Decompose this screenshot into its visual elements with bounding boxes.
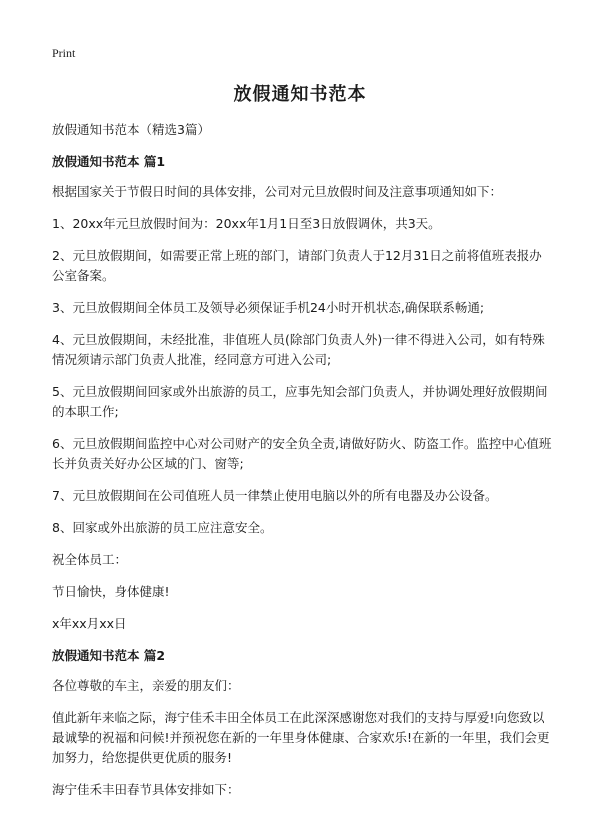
notice-item-1: 1、20xx年元旦放假时间为：20xx年1月1日至3日放假调休，共3天。 [52, 216, 441, 231]
notice-item-5: 5、元旦放假期间回家或外出旅游的员工，应事先知会部门负责人，并协调处理好放假期间的本职工作; [52, 384, 548, 419]
holiday-wish: 节日愉快，身体健康! [52, 584, 170, 599]
section-2-heading: 放假通知书范本 篇2 [52, 648, 166, 663]
notice-item-7: 7、元旦放假期间在公司值班人员一律禁止使用电脑以外的所有电器及办公设备。 [52, 488, 498, 503]
greeting: 祝全体员工： [52, 552, 128, 567]
section-2-salutation: 各位尊敬的车主，亲爱的朋友们： [52, 678, 240, 693]
document-content [52, 120, 552, 812]
notice-item-4: 4、元旦放假期间，未经批准，非值班人员(除部门负责人外)一律不得进入公司，如有特殊情况须请示部门负责人批准，经同意方可进入公司; [52, 332, 545, 367]
section-2-body: 值此新年来临之际，海宁佳禾丰田全体员工在此深深感谢您对我们的支持与厚爱!向您致以最诚挚的祝福和问候!并预祝您在新的一年里身体健康、合家欢乐!在新的一年里，我们会更加努力，给您提供更优质的服务! [52, 710, 550, 765]
notice-item-3: 3、元旦放假期间全体员工及领导必须保证手机24小时开机状态,确保联系畅通; [52, 300, 485, 315]
document-title: 放假通知书范本 [233, 84, 367, 105]
notice-date: x年xx月xx日 [52, 616, 127, 631]
print-link[interactable]: Print [52, 46, 76, 60]
notice-item-2: 2、元旦放假期间，如需要正常上班的部门，请部门负责人于12月31日之前将值班表报办公室备案。 [52, 248, 542, 283]
section-1-heading: 放假通知书范本 篇1 [52, 154, 166, 169]
notice-item-8: 8、回家或外出旅游的员工应注意安全。 [52, 520, 273, 535]
notice-item-6: 6、元旦放假期间监控中心对公司财产的安全负全责,请做好防火、防盗工作。监控中心值班长并负责关好办公区域的门、窗等; [52, 436, 552, 471]
document-subtitle: 放假通知书范本（精选3篇） [52, 122, 210, 137]
section-2-arrangement: 海宁佳禾丰田春节具体安排如下： [52, 782, 240, 797]
section-1-intro: 根据国家关于节假日时间的具体安排，公司对元旦放假时间及注意事项通知如下： [52, 184, 503, 199]
